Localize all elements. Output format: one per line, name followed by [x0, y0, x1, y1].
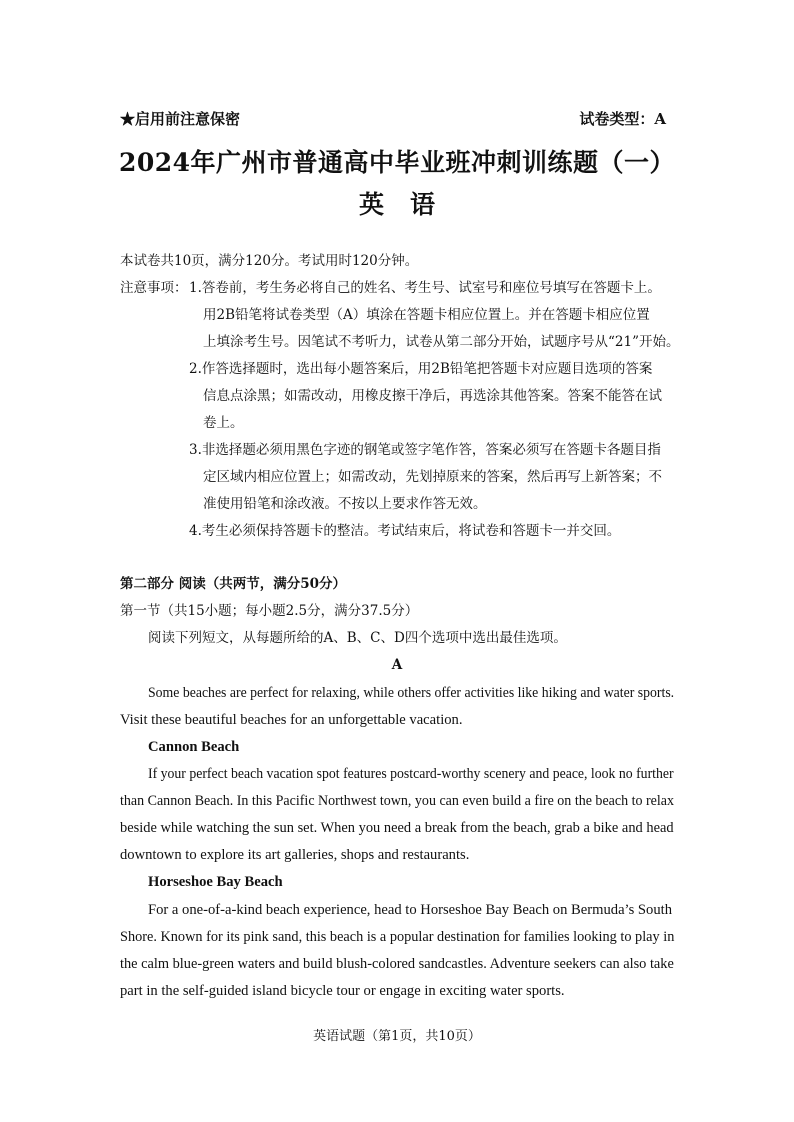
- part-title: 第二部分 阅读（共两节，满分50分）: [120, 576, 346, 592]
- notes-label: 注意事项：: [120, 280, 188, 296]
- note-line: 1.答卷前，考生务必将自己的姓名、考生号、试室号和座位号填写在答题卡上。: [189, 280, 661, 296]
- confidential-mark: ★启用前注意保密: [120, 110, 241, 128]
- passage-line: For a one-of-a-kind beach experience, head to Horseshoe Bay Beach on Bermuda’s South: [148, 902, 672, 918]
- note-line: 信息点涂黑；如需改动，用橡皮擦干净后，再选涂其他答案。答案不能答在试: [203, 388, 662, 404]
- page-footer: 英语试题（第1页，共10页）: [313, 1029, 481, 1044]
- paper-type: 试卷类型：A: [579, 110, 666, 128]
- note-line: 卷上。: [203, 415, 244, 431]
- passage-line: downtown to explore its art galleries, shops and restaurants.: [120, 847, 470, 863]
- passage-line: the calm blue-green waters and build blush-colored sandcastles. Adventure seekers can also take: [120, 956, 674, 972]
- passage-line: Shore. Known for its pink sand, this beach is a popular destination for families looking to play in: [120, 929, 675, 945]
- note-line: 3.非选择题必须用黑色字迹的钢笔或签字笔作答，答案必须写在答题卡各题目指: [189, 442, 661, 458]
- subject-title: 英语: [358, 190, 461, 219]
- subsection-title: 第一节（共15小题；每小题2.5分，满分37.5分）: [120, 603, 419, 619]
- exam-info: 本试卷共10页，满分120分。考试用时120分钟。: [120, 253, 419, 269]
- note-line: 2.作答选择题时，选出每小题答案后，用2B铅笔把答题卡对应题目选项的答案: [189, 361, 653, 377]
- note-line: 准使用铅笔和涂改液。不按以上要求作答无效。: [203, 496, 487, 512]
- passage-line: than Cannon Beach. In this Pacific Northwest town, you can even build a fire on the beach to relax: [120, 793, 675, 809]
- section-instruction: 阅读下列短文，从每题所给的A、B、C、D四个选项中选出最佳选项。: [148, 630, 567, 646]
- passage-line: If your perfect beach vacation spot features postcard-worthy scenery and peace, look no further: [148, 766, 674, 782]
- beach-heading-cannon: Cannon Beach: [148, 739, 240, 755]
- note-line: 4.考生必须保持答题卡的整洁。考试结束后，将试卷和答题卡一并交回。: [189, 523, 621, 539]
- exam-title: 2024年广州市普通高中毕业班冲刺训练题（一）: [118, 148, 676, 177]
- note-line: 定区域内相应位置上；如需改动，先划掉原来的答案，然后再写上新答案；不: [203, 469, 662, 485]
- beach-heading-horseshoe: Horseshoe Bay Beach: [148, 874, 283, 890]
- header-line: [120, 108, 666, 129]
- note-line: 上填涂考生号。因笔试不考听力，试卷从第二部分开始，试题序号从“21”开始。: [203, 334, 680, 350]
- passage-line: part in the self-guided island bicycle tour or engage in exciting water sports.: [120, 983, 565, 999]
- passage-line: Some beaches are perfect for relaxing, while others offer activities like hiking and water sports.: [148, 685, 675, 701]
- passage-line: beside while watching the sun set. When you need a break from the beach, grab a bike and head: [120, 820, 674, 836]
- passage-label: A: [391, 657, 403, 673]
- passage-line: Visit these beautiful beaches for an unforgettable vacation.: [120, 712, 463, 728]
- note-line: 用2B铅笔将试卷类型（A）填涂在答题卡相应位置上。并在答题卡相应位置: [203, 307, 650, 323]
